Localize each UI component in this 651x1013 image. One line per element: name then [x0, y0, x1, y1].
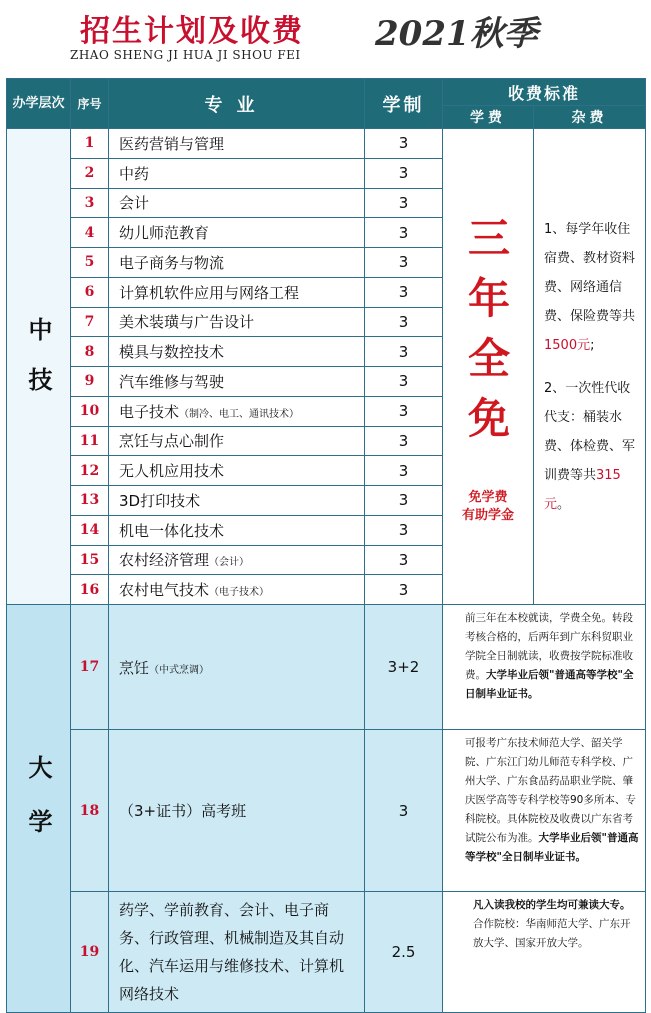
major-name: 电子技术（制冷、电工、通讯技术） [109, 396, 365, 426]
page-subtitle: ZHAO SHENG JI HUA JI SHOU FEI [70, 48, 301, 62]
duration: 3 [365, 337, 443, 367]
tuition-free-note-1: 免学费 [468, 489, 508, 505]
major-name: 美术装璜与广告设计 [109, 307, 365, 337]
program-description-bold: 大学毕业后领"普通高等学校"全日制毕业证书。 [465, 669, 634, 700]
misc-fee-item-1: 1、每学年收住宿费、教材资料费、网络通信费、保险费等共1500元; [544, 221, 636, 353]
table-row [7, 605, 646, 730]
program-description [443, 605, 646, 730]
row-number: 8 [71, 337, 109, 367]
row-number: 18 [71, 730, 109, 892]
row-number: 15 [71, 545, 109, 575]
row-number: 9 [71, 367, 109, 397]
duration: 3 [365, 426, 443, 456]
duration: 3 [365, 575, 443, 605]
col-header-major: 专业 [109, 79, 365, 129]
col-header-seq: 序号 [71, 79, 109, 129]
row-number: 16 [71, 575, 109, 605]
major-name: 会计 [109, 188, 365, 218]
duration: 3 [365, 515, 443, 545]
row-number: 11 [71, 426, 109, 456]
row-number: 2 [71, 158, 109, 188]
major-name: 幼儿师范教育 [109, 218, 365, 248]
duration: 3 [365, 730, 443, 892]
row-number: 1 [71, 129, 109, 159]
row-number: 14 [71, 515, 109, 545]
row-number: 13 [71, 486, 109, 516]
major-name: 农村电气技术（电子技术） [109, 575, 365, 605]
major-name: （3+证书）高考班 [109, 730, 365, 892]
major-name: 医药营销与管理 [109, 129, 365, 159]
row-number: 12 [71, 456, 109, 486]
tuition-free-note-2: 有助学金 [461, 507, 514, 523]
header [0, 0, 651, 78]
fee-table [6, 78, 646, 1013]
duration: 3 [365, 396, 443, 426]
duration: 3 [365, 277, 443, 307]
level-label-zj: 中技 [24, 316, 53, 417]
duration: 3 [365, 367, 443, 397]
col-header-misc: 杂费 [534, 106, 646, 129]
term-label: 2021秋季 [375, 14, 538, 54]
misc-fee-cell [534, 129, 646, 605]
program-description-text: 合作院校：华南师范大学、广东开放大学、国家开放大学。 [473, 918, 631, 949]
table-row [7, 730, 646, 892]
major-name: 模具与数控技术 [109, 337, 365, 367]
major-name: 农村经济管理（会计） [109, 545, 365, 575]
col-header-fees: 收费标准 [443, 79, 646, 106]
table-row [7, 892, 646, 1013]
major-note: （会计） [209, 557, 250, 569]
duration: 3+2 [365, 605, 443, 730]
program-description-text: 可报考广东技术师范大学、韶关学院、广东江门幼儿师范专科学校、广州大学、广东食品药品职业学院、肇庆医学高等专科学校等90多所本、专科院校。具体院校及收费以广东省考试院公布为准。 [465, 737, 636, 844]
major-name: 烹饪（中式烹调） [109, 605, 365, 730]
major-name: 机电一体化技术 [109, 515, 365, 545]
major-name: 无人机应用技术 [109, 456, 365, 486]
duration: 3 [365, 248, 443, 278]
page-title: 招生计划及收费 [80, 14, 304, 49]
program-description [443, 730, 646, 892]
major-note: （制冷、电工、通讯技术） [179, 408, 300, 420]
program-description-text: 前三年在本校就读，学费全免。转段考核合格的，后两年到广东科贸职业学院全日制就读，收费按学院标准收费。 [465, 612, 633, 681]
tuition-free-cell [443, 129, 534, 605]
row-number: 6 [71, 277, 109, 307]
program-description [443, 892, 646, 1013]
duration: 2.5 [365, 892, 443, 1013]
duration: 3 [365, 486, 443, 516]
program-description-bold: 大学毕业后领"普通高等学校"全日制毕业证书。 [465, 832, 639, 863]
duration: 3 [365, 456, 443, 486]
duration: 3 [365, 307, 443, 337]
duration: 3 [365, 129, 443, 159]
duration: 3 [365, 158, 443, 188]
level-label-dx: 大学 [24, 754, 53, 863]
major-name: 烹饪与点心制作 [109, 426, 365, 456]
row-number: 19 [71, 892, 109, 1013]
major-name: 3D打印技术 [109, 486, 365, 516]
row-number: 10 [71, 396, 109, 426]
program-description-bold: 凡入读我校的学生均可兼读大专。 [473, 899, 631, 911]
level-cell-dx [7, 605, 71, 1013]
col-header-level: 办学层次 [7, 79, 71, 129]
table-row [7, 129, 646, 159]
row-number: 4 [71, 218, 109, 248]
duration: 3 [365, 218, 443, 248]
duration: 3 [365, 188, 443, 218]
col-header-tuition: 学费 [443, 106, 534, 129]
col-header-duration: 学制 [365, 79, 443, 129]
row-number: 3 [71, 188, 109, 218]
tuition-free-label: 三年全免 [468, 213, 511, 443]
level-cell-zj [7, 129, 71, 605]
major-note: （电子技术） [209, 587, 270, 599]
major-note: （中式烹调） [149, 664, 210, 676]
major-name: 电子商务与物流 [109, 248, 365, 278]
row-number: 7 [71, 307, 109, 337]
major-name: 中药 [109, 158, 365, 188]
duration: 3 [365, 545, 443, 575]
major-name: 药学、学前教育、会计、电子商务、行政管理、机械制造及其自动化、汽车运用与维修技术、计算机网络技术 [109, 892, 365, 1013]
major-name: 汽车维修与驾驶 [109, 367, 365, 397]
major-name: 计算机软件应用与网络工程 [109, 277, 365, 307]
row-number: 17 [71, 605, 109, 730]
row-number: 5 [71, 248, 109, 278]
misc-fee-item-2: 2、一次性代收代支：桶装水费、体检费、军训费等共315元。 [544, 380, 636, 512]
